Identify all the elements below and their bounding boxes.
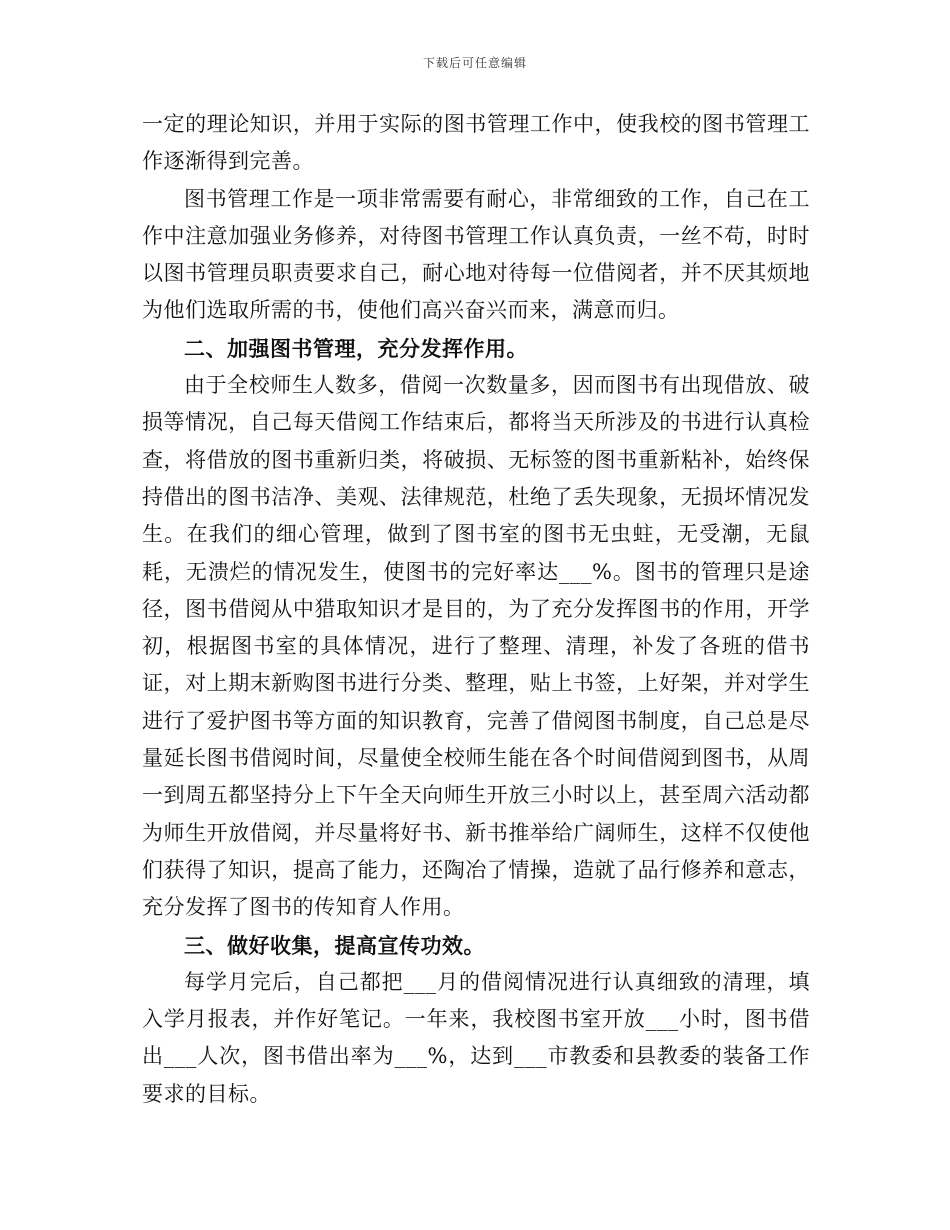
section-heading-2: 二、加强图书管理，充分发挥作用。 xyxy=(184,335,528,361)
section-heading-3: 三、做好收集，提高宣传功效。 xyxy=(184,932,485,958)
paragraph-continuation: 一定的理论知识，并用于实际的图书管理工作中，使我校的图书管理工作逐渐得到完善。 xyxy=(142,112,810,174)
paragraph-statistics: 每学月完后，自己都把___月的借阅情况进行认真细致的清理，填入学月报表，并作好笔记。一年来，我校图书室开放___小时，图书借出___人次，图书借出率为___%，达到___市教委和县教委的装备工作要求的目标。 xyxy=(142,969,810,1106)
paragraph-work-attitude: 图书管理工作是一项非常需要有耐心，非常细致的工作，自己在工作中注意加强业务修养，对待图书管理工作认真负责，一丝不苟，时时以图书管理员职责要求自己，耐心地对待每一位借阅者，并不厌其烦地为他们选取所需的书，使他们高兴奋兴而来，满意而归。 xyxy=(142,186,810,323)
paragraph-book-management: 由于全校师生人数多，借阅一次数量多，因而图书有出现借放、破损等情况，自己每天借阅工作结束后，都将当天所涉及的书进行认真检查，将借放的图书重新归类，将破损、无标签的图书重新粘补，始终保持借出的图书洁净、美观、法律规范，杜绝了丢失现象，无损坏情况发生。在我们的细心管理，做到了图书室的图书无虫蛀，无受潮，无鼠耗，无溃烂的情况发生，使图书的完好率达___%。图书的管理只是途径，图书借阅从中猎取知识才是目的，为了充分发挥图书的作用，开学初，根据图书室的具体情况，进行了整理、清理，补发了各班的借书证，对上期末新购图书进行分类、整理，贴上书签，上好架，并对学生进行了爱护图书等方面的知识教育，完善了借阅图书制度，自己总是尽量延长图书借阅时间，尽量使全校师生能在各个时间借阅到图书，从周一到周五都坚持分上下午全天向师生开放三小时以上，甚至周六活动都为师生开放借阅，并尽量将好书、新书推举给广阔师生，这样不仅使他们获得了知识，提高了能力，还陶冶了情操，造就了品行修养和意志，充分发挥了图书的传知育人作用。 xyxy=(142,373,810,920)
document-body xyxy=(142,106,810,1113)
header-note: 下载后可任意编辑 xyxy=(422,56,527,70)
